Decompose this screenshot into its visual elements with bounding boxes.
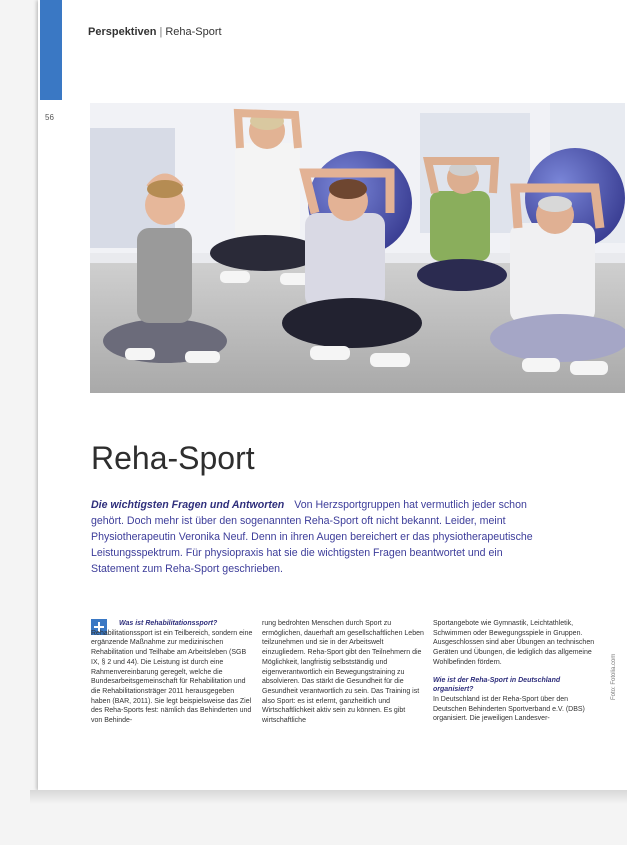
lead-paragraph — [91, 497, 551, 577]
photo-credit: Foto: Fotolia.com — [611, 653, 617, 700]
page-shadow — [30, 790, 627, 804]
article-title: Reha-Sport — [91, 440, 255, 476]
hero-photo — [90, 103, 625, 393]
answer-1: Rehabilitationssport ist ein Teilbereich, sondern eine ergänzende Maßnahme zur medizinischen Rehabilitation und Teilhabe am Arbeitsleben (SGB IX, § 2 und 44). Die Leistung ist durch eine Rahmenvereinbarung geregelt, welche die Bundesarbeitsgemeinschaft für Rehabilitation und die Rehabilitationsträger 2011 herausgegeben haben (BAR, 2011). Sie legt beispielsweise das Ziel des Reha-Sports fest: nämlich das Behinderten und von Behinde- — [91, 629, 253, 725]
answer-1-continued: rung bedrohten Menschen durch Sport zu ermöglichen, dauerhaft am gesellschaftlichen Leben teilzunehmen und sie in der Arbeitswelt einzugliedern. Reha-Sport gibt den Teilnehmern die Möglichkeit, langfristig selbstständig und eigenverantwortlich ein Bewegungstraining zu absolvieren. Das stärkt die Gesundheit für die Gesundheit verantwortlich zu sein. Das Training ist also Sport: es ist erlernt, ganzheitlich und Wirtschaftlichkeit aktiv sein zu können. Es gibt wirtschaftliche — [262, 620, 424, 725]
answer-2: In Deutschland ist der Reha-Sport über den Deutschen Behinderten Sportverband e.V. (DBS) organisiert. Die jeweiligen Landesver- — [433, 695, 585, 723]
question-2: Wie ist der Reha-Sport in Deutschland organisiert? — [433, 676, 561, 694]
running-header — [88, 26, 222, 38]
page-number: 56 — [45, 113, 54, 122]
lead-text: Von Herzsportgruppen hat vermutlich jeder schon gehört. Doch mehr ist über den sogenannten Reha-Sport oft nicht bekannt. Leider, meint Physiotherapeutin Veronika Neuf. Denn in ihren Augen bereichert er das physiotherapeutische Leistungsspektrum. Für physiopraxis hat sie die wichtigsten Fragen beantwortet und ein Statement zum Reha-Sport geschrieben. — [91, 499, 533, 575]
text-column-3 — [433, 619, 598, 724]
question-1: Was ist Rehabilitationssport? — [119, 620, 218, 627]
header-section: Reha-Sport — [165, 26, 222, 38]
header-kicker: Perspektiven — [88, 26, 157, 38]
text-column-2 — [262, 619, 424, 726]
group-exercise-photo — [90, 103, 625, 393]
header-separator: | — [159, 26, 163, 38]
answer-1-end: Sportangebote wie Gymnastik, Leichtathletik, Schwimmen oder Bewegungsspiele in Gruppen. Ausgeschlossen sind aber Übungen an technischen Geräten und Übungen, die lediglich das allgemeine Wohlbefinden fördern. — [433, 620, 595, 666]
section-color-tab — [40, 0, 62, 100]
lead-heading: Die wichtigsten Fragen und Antworten — [91, 499, 285, 511]
text-column-1 — [91, 619, 253, 726]
